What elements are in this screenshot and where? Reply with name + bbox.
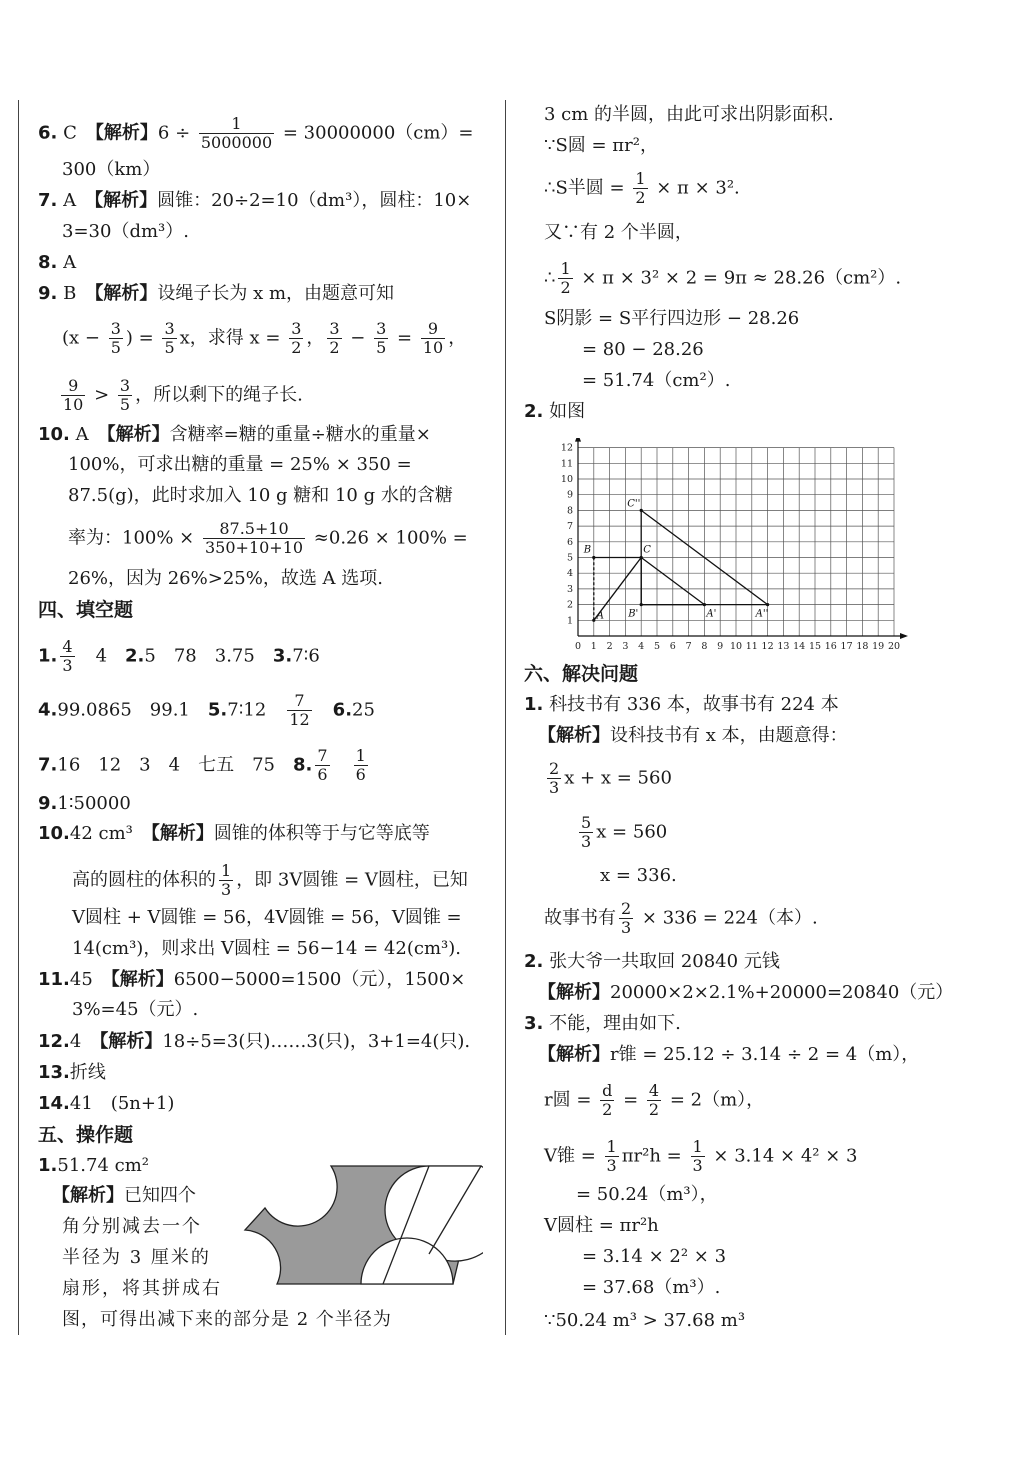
right-line4: 又∵有 2 个半圆， (544, 222, 693, 243)
solve-1-eq3: x = 336. (600, 865, 677, 886)
q9-line2: (x − $\frac{3}{5}$ ) = $\frac{3}{5}$ x，求得 x = $\frac{3}{2}$ ， $\frac{3}{2}$ − $\frac{3}{5}$ = $\frac{9}{10}$ ， (62, 319, 467, 357)
x-tick-label: 2 (606, 641, 613, 652)
x-tick-label: 16 (824, 641, 837, 652)
point-label: C'' (627, 498, 641, 510)
section-5-title: 五、操作题 (38, 1124, 134, 1146)
right-line2: ∵S圆 = πr²， (544, 135, 658, 156)
solve-3-line2: r圆 = $\frac{d}{2}$ = $\frac{4}{2}$ = 2（m）， (544, 1081, 765, 1119)
q9: 9. B 【解析】设绳子长为 x m，由题意可知 (38, 283, 395, 304)
x-tick-label: 1 (590, 641, 597, 652)
x-tick-label: 7 (685, 641, 692, 652)
y-tick-label: 5 (566, 552, 573, 564)
point-A'' (766, 603, 769, 606)
q6: 6. C 【解析】6 ÷ $\frac{1}{5000000}$ = 30000000（cm）= (38, 114, 474, 152)
solve-2-analysis: 【解析】20000×2×2.1%+20000=20840（元） (538, 982, 954, 1003)
fill-4-6: 4.99.0865 99.1 5.7∶12 $\frac{7}{12}$ 6.25 (38, 691, 375, 729)
solve-3-analysis: 【解析】r锥 = 25.12 ÷ 3.14 ÷ 2 = 4（m）， (538, 1044, 920, 1065)
q7-line2: 3=30（dm³）. (62, 221, 189, 242)
x-tick-label: 19 (872, 641, 885, 652)
fill-14: 14.41 (5n+1) (38, 1093, 175, 1114)
fill-10: 10.42 cm³ 【解析】圆锥的体积等于与它等底等 (38, 823, 430, 844)
column-divider (505, 100, 506, 1335)
coordinate-grid-chart (548, 438, 934, 660)
fill-13: 13.折线 (38, 1062, 106, 1083)
point-B (592, 556, 595, 559)
y-tick-label: 7 (566, 521, 573, 533)
q6-line2: 300（km） (62, 159, 161, 180)
y-tick-label: 12 (560, 442, 573, 454)
shaded-figure (243, 1160, 483, 1290)
solve-3-line6: = 3.14 × 2² × 3 (582, 1246, 727, 1267)
op-1: 1.51.74 cm² (38, 1155, 149, 1176)
point-label: B (583, 544, 592, 556)
x-axis-arrow (900, 633, 908, 639)
x-tick-label: 14 (793, 641, 806, 652)
point-label: A'' (755, 608, 769, 620)
section-6-title: 六、解决问题 (524, 663, 639, 685)
x-tick-label: 0 (574, 641, 582, 652)
q7: 7. A 【解析】圆锥：20÷2=10（dm³），圆柱：10× (38, 190, 472, 211)
point-A' (703, 603, 706, 606)
section-4-title: 四、填空题 (38, 599, 134, 621)
q8: 8. A (38, 252, 77, 273)
q10-line2: 100%，可求出糖的重量 = 25% × 350 = (68, 454, 412, 475)
fill-11-line2: 3%=45（元）. (72, 999, 199, 1020)
right-line8: = 51.74（cm²）. (582, 370, 731, 391)
solve-3-line8: ∵50.24 m³ > 37.68 m³ (544, 1310, 746, 1331)
right-line6: S阴影 = S平行四边形 − 28.26 (544, 308, 800, 329)
right-line1: 3 cm 的半圆，由此可求出阴影面积. (544, 104, 834, 125)
y-tick-label: 11 (560, 458, 573, 470)
solve-3-line3: V锥 = $\frac{1}{3}$ πr²h = $\frac{1}{3}$ × 3.14 × 4² × 3 (544, 1137, 858, 1175)
fill-1-3: 1. $\frac{4}{3}$ 4 2.5 78 3.75 3.7∶6 (38, 637, 320, 675)
solve-1-eq2: $\frac{5}{3}$ x = 560 (581, 813, 668, 851)
x-tick-label: 6 (669, 641, 676, 652)
x-tick-label: 20 (887, 641, 901, 652)
point-label: A (596, 610, 605, 622)
x-tick-label: 11 (745, 641, 758, 652)
op-1-line4: 扇形，将其拼成右 (62, 1278, 222, 1299)
point-B' (640, 603, 643, 606)
grid-svg (548, 438, 934, 660)
y-tick-label: 10 (560, 474, 573, 485)
solve-1: 1. 科技书有 336 本，故事书有 224 本 (524, 694, 839, 715)
fill-10-line3: V圆柱 + V圆锥 = 56，4V圆锥 = 56，V圆锥 = (72, 907, 462, 928)
fill-12: 12.4 【解析】18÷5=3(只)……3(只)，3+1=4(只). (38, 1031, 471, 1052)
op-1-line1: 【解析】已知四个 (52, 1185, 196, 1206)
y-tick-label: 8 (566, 505, 573, 517)
op-1-line2: 角分别减去一个 (62, 1216, 202, 1237)
solve-1-analysis: 【解析】设科技书有 x 本，由题意得： (538, 725, 848, 746)
solve-3-line7: = 37.68（m³）. (582, 1277, 721, 1298)
left-margin-line (18, 100, 19, 1335)
x-tick-label: 15 (808, 641, 822, 652)
x-tick-label: 17 (840, 641, 853, 652)
x-tick-label: 5 (653, 641, 661, 652)
solve-3: 3. 不能，理由如下. (524, 1013, 681, 1034)
point-label: C (643, 544, 651, 556)
solve-3-line5: V圆柱 = πr²h (544, 1215, 659, 1236)
x-tick-label: 12 (761, 641, 774, 652)
point-label: A' (706, 608, 717, 620)
y-axis-arrow (575, 438, 581, 442)
x-tick-label: 18 (856, 641, 869, 652)
x-tick-label: 13 (777, 641, 790, 652)
q10-line5: 26%，因为 26%>25%，故选 A 选项. (68, 568, 383, 589)
fill-10-line2: 高的圆柱的体积的 $\frac{1}{3}$ ，即 3V圆锥 = V圆柱，已知 (72, 861, 468, 899)
x-tick-label: 10 (729, 641, 743, 652)
fill-10-line4: 14(cm³)，则求出 V圆柱 = 56−14 = 42(cm³). (72, 938, 462, 959)
solve-1-eq1: $\frac{2}{3}$ x + x = 560 (549, 759, 672, 797)
fill-7-8: 7.16 12 3 4 七五 75 8. $\frac{7}{6}$ $\frac{1}{6}$ (38, 746, 366, 784)
fill-11: 11.45 【解析】6500−5000=1500（元），1500× (38, 969, 466, 990)
op-1-line3: 半径为 3 厘米的 (62, 1247, 211, 1268)
x-tick-label: 9 (717, 641, 724, 652)
y-tick-label: 9 (566, 489, 573, 501)
y-tick-label: 1 (566, 615, 573, 627)
point-label: B' (628, 608, 639, 620)
right-line5: ∴ $\frac{1}{2}$ × π × 3² × 2 = 9π ≈ 28.26（cm²）. (544, 259, 902, 297)
y-tick-label: 2 (566, 599, 573, 611)
solve-2: 2. 张大爷一共取回 20840 元钱 (524, 951, 780, 972)
q10-line4: 率为：100% × $\frac{87.5+10}{350+10+10}$ ≈0.26 × 100% = (68, 519, 468, 557)
y-tick-label: 3 (566, 583, 573, 595)
x-tick-label: 4 (638, 641, 645, 652)
solve-1-line4: 故事书有 $\frac{2}{3}$ × 336 = 224（本）. (544, 899, 818, 937)
fill-9: 9.1∶50000 (38, 793, 131, 814)
y-tick-label: 4 (566, 568, 573, 580)
x-tick-label: 8 (701, 641, 708, 652)
right-line3: ∴S半圆 = $\frac{1}{2}$ × π × 3². (544, 169, 740, 207)
right-line7: = 80 − 28.26 (582, 339, 704, 360)
q9-line3: $\frac{9}{10}$ > $\frac{3}{5}$ ，所以剩下的绳子长. (63, 376, 303, 414)
op-1-line5: 图，可得出减下来的部分是 2 个半径为 (62, 1309, 392, 1330)
q10: 10. A 【解析】含糖率=糖的重量÷糖水的重量× (38, 424, 431, 445)
x-tick-label: 3 (622, 641, 629, 652)
y-tick-label: 6 (566, 536, 573, 548)
op-2: 2. 如图 (524, 401, 586, 422)
solve-3-line4: = 50.24（m³）， (576, 1184, 718, 1205)
point-A (592, 619, 595, 622)
q10-line3: 87.5(g)，此时求加入 10 g 糖和 10 g 水的含糖 (68, 485, 453, 506)
point-C (640, 556, 643, 559)
